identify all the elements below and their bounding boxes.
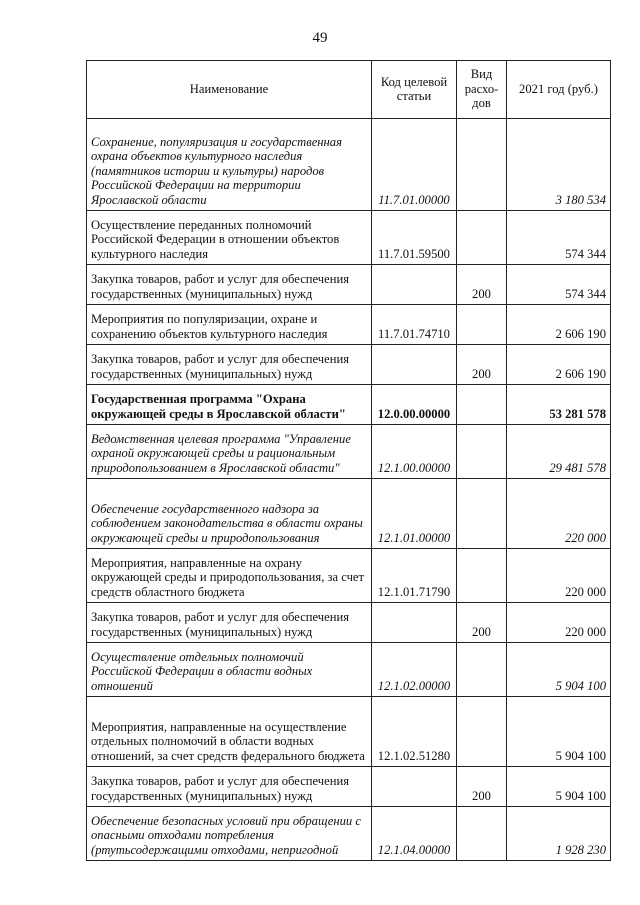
table-row (87, 603, 611, 643)
row-amount: 220 000 (507, 603, 611, 643)
row-name: Закупка товаров, работ и услуг для обеспечения государственных (муниципальных) нужд (87, 345, 372, 385)
header-code: Код целевой статьи (372, 61, 457, 119)
table-row (87, 549, 611, 603)
row-code (372, 265, 457, 305)
row-vid (457, 643, 507, 697)
row-code (372, 345, 457, 385)
row-amount: 574 344 (507, 265, 611, 305)
table-body (87, 119, 611, 861)
row-code: 11.7.01.00000 (372, 119, 457, 211)
table-row (87, 305, 611, 345)
row-vid: 200 (457, 345, 507, 385)
row-amount: 2 606 190 (507, 305, 611, 345)
row-amount: 2 606 190 (507, 345, 611, 385)
row-name: Мероприятия, направленные на осуществление отдельных полномочий в области водных отношений, за счет средств федерального бюджета (87, 697, 372, 767)
row-name: Осуществление отдельных полномочий Российской Федерации в области водных отношений (87, 643, 372, 697)
row-vid (457, 479, 507, 549)
row-amount: 5 904 100 (507, 767, 611, 807)
row-name: Мероприятия, направленные на охрану окружающей среды и природопользования, за счет средств областного бюджета (87, 549, 372, 603)
row-name: Мероприятия по популяризации, охране и сохранению объектов культурного наследия (87, 305, 372, 345)
row-vid (457, 211, 507, 265)
budget-table (86, 60, 611, 861)
row-name: Закупка товаров, работ и услуг для обеспечения государственных (муниципальных) нужд (87, 603, 372, 643)
row-name: Сохранение, популяризация и государственная охрана объектов культурного наследия (памятников истории и культуры) народов Российской Федерации на территории Ярославской области (87, 119, 372, 211)
row-amount: 53 281 578 (507, 385, 611, 425)
header-name: Наименование (87, 61, 372, 119)
table-row (87, 345, 611, 385)
row-name: Закупка товаров, работ и услуг для обеспечения государственных (муниципальных) нужд (87, 265, 372, 305)
row-code: 12.1.01.71790 (372, 549, 457, 603)
table-row (87, 479, 611, 549)
row-code: 12.0.00.00000 (372, 385, 457, 425)
row-amount: 5 904 100 (507, 697, 611, 767)
table-row (87, 697, 611, 767)
row-code (372, 603, 457, 643)
header-amount: 2021 год (руб.) (507, 61, 611, 119)
table-row (87, 265, 611, 305)
row-vid: 200 (457, 265, 507, 305)
table-header-row (87, 61, 611, 119)
row-vid (457, 119, 507, 211)
row-amount: 1 928 230 (507, 807, 611, 861)
table-row (87, 425, 611, 479)
table-row (87, 807, 611, 861)
row-amount: 3 180 534 (507, 119, 611, 211)
row-name: Обеспечение государственного надзора за соблюдением законодательства в области охраны окружающей среды и природопользования (87, 479, 372, 549)
row-amount: 5 904 100 (507, 643, 611, 697)
row-code: 11.7.01.59500 (372, 211, 457, 265)
table-row (87, 385, 611, 425)
table-row (87, 643, 611, 697)
row-amount: 574 344 (507, 211, 611, 265)
row-vid (457, 425, 507, 479)
row-amount: 220 000 (507, 549, 611, 603)
row-code: 12.1.00.00000 (372, 425, 457, 479)
row-code: 12.1.01.00000 (372, 479, 457, 549)
page-number: 49 (312, 30, 328, 46)
row-vid: 200 (457, 767, 507, 807)
row-code: 12.1.02.51280 (372, 697, 457, 767)
table-row (87, 767, 611, 807)
header-vid: Вид расхо-дов (457, 61, 507, 119)
row-code: 12.1.04.00000 (372, 807, 457, 861)
row-vid: 200 (457, 603, 507, 643)
table-row (87, 119, 611, 211)
row-vid (457, 549, 507, 603)
row-vid (457, 305, 507, 345)
row-name: Ведомственная целевая программа "Управление охраной окружающей среды и рациональным природопользованием в Ярославской области" (87, 425, 372, 479)
row-code (372, 767, 457, 807)
row-amount: 220 000 (507, 479, 611, 549)
row-vid (457, 697, 507, 767)
row-code: 12.1.02.00000 (372, 643, 457, 697)
row-code: 11.7.01.74710 (372, 305, 457, 345)
row-amount: 29 481 578 (507, 425, 611, 479)
row-name: Государственная программа "Охрана окружающей среды в Ярославской области" (87, 385, 372, 425)
row-vid (457, 385, 507, 425)
row-vid (457, 807, 507, 861)
row-name: Осуществление переданных полномочий Российской Федерации в отношении объектов культурного наследия (87, 211, 372, 265)
row-name: Закупка товаров, работ и услуг для обеспечения государственных (муниципальных) нужд (87, 767, 372, 807)
table-row (87, 211, 611, 265)
row-name: Обеспечение безопасных условий при обращении с опасными отходами потребления (ртутьсодержащими отходами, непригодной (87, 807, 372, 861)
